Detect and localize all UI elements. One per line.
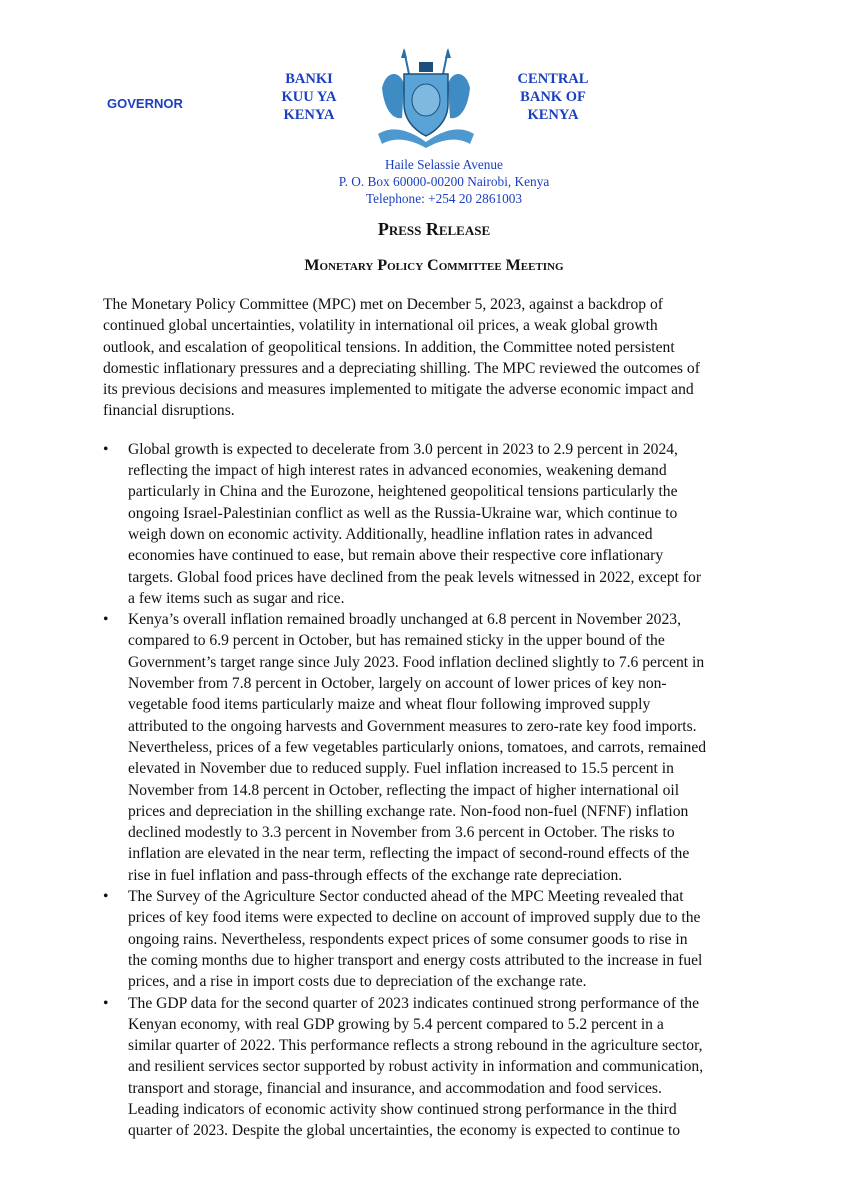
bullet-item [103,439,803,609]
text-line: the coming months due to higher transport and energy costs attributed to the increase in fuel [128,951,703,969]
text-line: compared to 6.9 percent in October, but has remained sticky in the upper bound of the [128,632,665,650]
bullet-icon: • [103,611,109,629]
bank-name-line: KENYA [283,107,335,123]
bank-name-swahili [249,70,369,124]
text-line: ongoing Israel-Palestinian conflict as well as the Russia-Ukraine war, which continue to [128,504,678,522]
text-line: November from 14.8 percent in October, reflecting the impact of higher international oil [128,781,680,799]
text-line: outlook, and escalation of geopolitical tensions. In addition, the Committee noted persistent [103,338,675,356]
document-body [103,294,803,1142]
text-line: attributed to the ongoing harvests and Government measures to zero-rate key food imports. [128,717,697,735]
bank-name-line: KUU YA [281,89,337,105]
text-line: ongoing rains. Nevertheless, respondents expect prices of some consumer goods to rise in [128,930,688,948]
bank-name-line: BANKI [285,71,333,87]
bullet-item [103,993,803,1142]
bank-name-english [493,70,613,124]
address-po-box: P. O. Box 60000-00200 Nairobi, Kenya [338,174,550,189]
text-line: transport and storage, financial and insurance, and accommodation and food services. [128,1079,662,1097]
text-line: rise in fuel inflation and pass-through effects of the exchange rate depreciation. [128,866,623,884]
bullet-icon: • [103,994,109,1012]
bullet-list [103,439,803,1142]
text-line: prices, and a rise in import costs due to depreciation of the exchange rate. [128,973,587,991]
text-line: and resilient services sector supported by robust activity in information and communication, [128,1058,704,1076]
text-line: November from 7.8 percent in October, largely on account of lower prices of key non- [128,675,667,693]
text-line: Kenya’s overall inflation remained broadly unchanged at 6.8 percent in November 2023, [128,611,681,629]
text-line: quarter of 2023. Despite the global uncertainties, the economy is expected to continue to [128,1122,681,1140]
text-line: Kenyan economy, with real GDP growing by 5.4 percent compared to 5.2 percent in a [128,1015,664,1033]
text-line: weigh down on economic activity. Additionally, headline inflation rates in advanced [128,525,653,543]
bullet-item [103,886,803,992]
address-telephone: Telephone: +254 20 2861003 [365,191,523,206]
text-line: similar quarter of 2022. This performance reflects a strong rebound in the agriculture sector, [128,1037,703,1055]
document-subtitle: Monetary Policy Committee Meeting [304,257,564,274]
text-line: continued global uncertainties, volatility in international oil prices, a weak global growth [103,317,658,335]
address-block [244,156,644,207]
text-line: its previous decisions and measures implemented to mitigate the adverse economic impact and [103,381,694,399]
text-line: elevated in November due to reduced supply. Fuel inflation increased to 15.5 percent in [128,760,674,778]
text-line: reflecting the impact of high interest rates in advanced economies, weakening demand [128,462,667,480]
text-line: Nevertheless, prices of a few vegetables particularly onions, tomatoes, and carrots, remained [128,738,707,756]
text-line: Government’s target range since July 2023. Food inflation declined slightly to 7.6 percent in [128,653,705,671]
bank-name-line: BANK OF [520,89,586,105]
text-line: financial disruptions. [103,402,235,420]
document-title: Press Release [377,219,491,239]
text-line: domestic inflationary pressures and a depreciating shilling. The MPC reviewed the outcomes of [103,359,700,377]
bullet-item [103,609,803,886]
text-line: prices of key food items were expected to decline on account of improved supply due to the [128,909,701,927]
coat-of-arms-logo [374,48,478,148]
text-line: The Survey of the Agriculture Sector conducted ahead of the MPC Meeting revealed that [128,888,684,906]
text-line: inflation are elevated in the near term, reflecting the impact of second-round effects of the [128,845,690,863]
text-line: Leading indicators of economic activity show continued strong performance in the third [128,1100,677,1118]
text-line: The Monetary Policy Committee (MPC) met on December 5, 2023, against a backdrop of [103,296,663,313]
bank-name-line: CENTRAL [517,71,589,87]
address-street: Haile Selassie Avenue [385,157,503,172]
bullet-icon: • [103,440,109,458]
governor-label: GOVERNOR [107,96,183,111]
text-line: prices and depreciation in the shilling exchange rate. Non-food non-fuel (NFNF) inflation [128,802,689,820]
text-line: targets. Global food prices have declined from the peak levels witnessed in 2022, except for [128,568,702,586]
text-line: vegetable food items particularly maize and wheat flour following improved supply [128,696,651,714]
text-line: economies have continued to ease, but remain above their respective core inflationary [128,547,664,565]
bullet-icon: • [103,888,109,906]
bank-name-line: KENYA [527,107,579,123]
intro-paragraph [103,294,803,422]
text-line: particularly in China and the Eurozone, heightened geopolitical tensions particularly the [128,483,678,501]
text-line: declined modestly to 3.3 percent in November from 3.6 percent in October. The risks to [128,824,675,842]
text-line: Global growth is expected to decelerate from 3.0 percent in 2023 to 2.9 percent in 2024, [128,440,678,458]
text-line: a few items such as sugar and rice. [128,589,345,607]
text-line: The GDP data for the second quarter of 2023 indicates continued strong performance of the [128,994,699,1012]
